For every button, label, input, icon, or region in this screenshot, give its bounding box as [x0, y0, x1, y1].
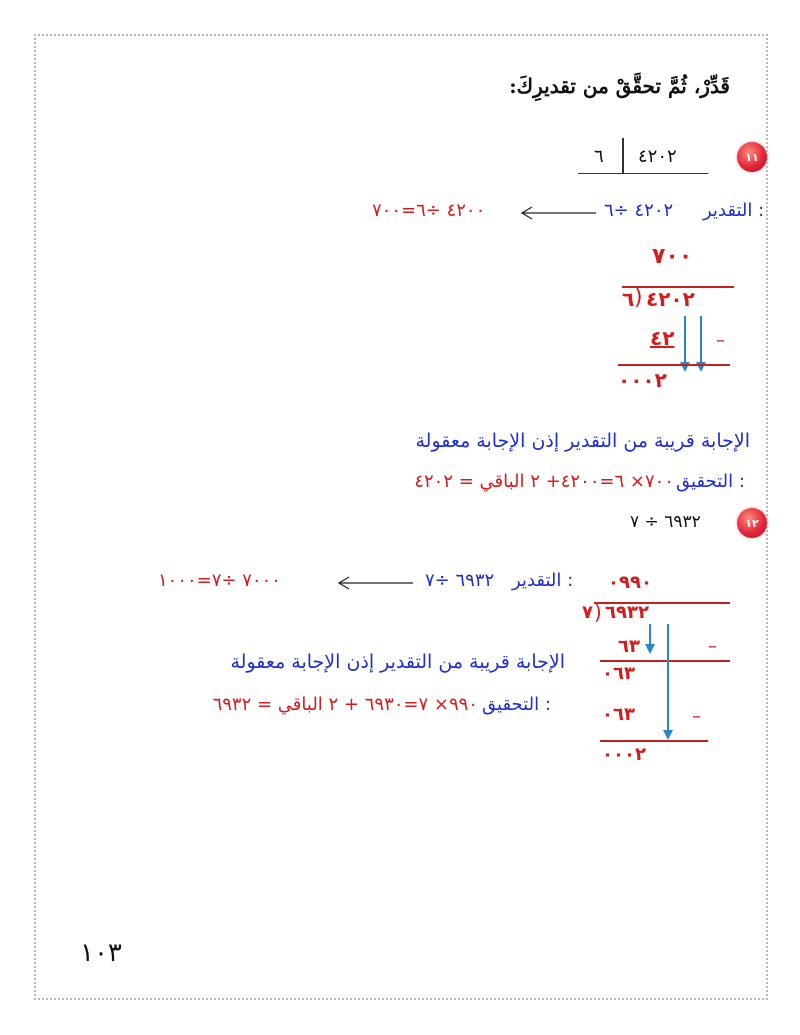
subtraction-line [600, 740, 708, 742]
estimate-expression: ٤٢٠٢ ÷٦ [604, 200, 674, 221]
dividend: ٤٢٠٢ [638, 146, 677, 167]
check-label: التحقيق : [482, 694, 551, 715]
subtrahend: ٠٦٣ [602, 704, 635, 725]
subtrahend: ٤٢ [650, 326, 675, 350]
reasonableness-statement: الإجابة قريبة من التقدير إذن الإجابة معقولة [415, 430, 750, 452]
check-label: التحقيق : [676, 471, 745, 492]
exercise-heading: قَدِّرْ، ثُمَّ تحقَّقْ من تقديرِكَ: [509, 74, 730, 98]
division-bracket [578, 138, 708, 174]
arrow-left-icon [518, 206, 598, 220]
problem-number-badge: ١٢ [737, 508, 767, 538]
division-expression: ٦٩٣٢ ÷ ٧ [630, 512, 701, 532]
reasonableness-statement: الإجابة قريبة من التقدير إذن الإجابة معقولة [230, 651, 565, 673]
estimate-label: التقدير : [703, 200, 765, 221]
quotient: ٠٩٩٠ [608, 572, 652, 593]
arrow-left-icon [335, 576, 415, 590]
estimate-expression: ٦٩٣٢ ÷٧ [425, 570, 495, 591]
long-division-dividend: ٦٩٣٢ [605, 602, 649, 623]
subtraction-line [618, 364, 730, 366]
minus-sign: – [716, 330, 725, 351]
page-number: ١٠٣ [80, 938, 122, 968]
remainder-row: ٠٠٠٢ [602, 744, 646, 765]
bring-down-arrow-icon [640, 622, 690, 752]
problem-number-badge: ١١ [737, 142, 767, 172]
quotient: ٧٠٠ [652, 244, 693, 269]
long-division-divisor: ٦ [622, 287, 635, 311]
subtrahend: ٦٣ [618, 636, 640, 657]
minus-sign: – [692, 706, 701, 727]
estimate-result: ٧٠٠٠ ÷٧=١٠٠٠ [158, 570, 281, 591]
minus-sign: – [708, 636, 717, 657]
check-expression: ٧٠٠× ٦=٤٢٠٠+ ٢ الباقي = ٤٢٠٢ [414, 471, 674, 492]
long-division-divisor: ٧ [582, 602, 593, 623]
division-paren: ) [634, 285, 643, 310]
estimate-label: التقدير : [512, 570, 574, 591]
remainder-row: ٠٠٠٢ [618, 368, 667, 392]
partial-difference: ٠٦٣ [602, 663, 635, 684]
estimate-result: ٤٢٠٠ ÷٦=٧٠٠ [372, 200, 486, 221]
check-expression: ٩٩٠× ٧=٦٩٣٠ + ٢ الباقي = ٦٩٣٢ [212, 694, 478, 715]
long-division-dividend: ٤٢٠٢ [646, 287, 695, 311]
division-paren: ) [594, 600, 602, 624]
divisor: ٦ [594, 146, 604, 167]
